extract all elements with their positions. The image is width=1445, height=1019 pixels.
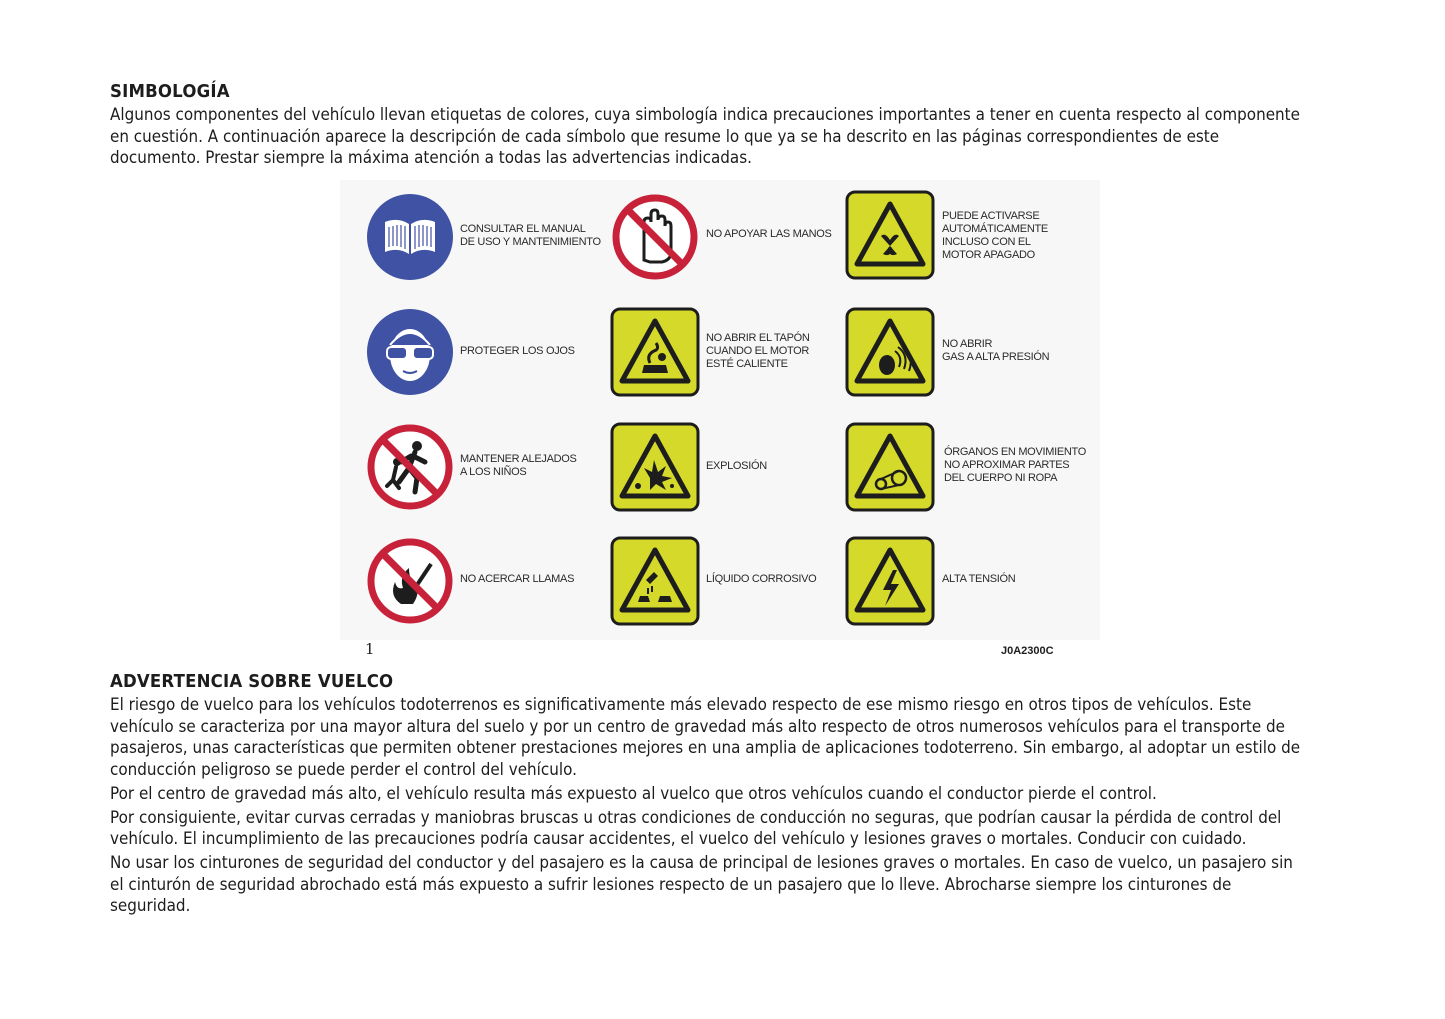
symbol-label: LÍQUIDO CORROSIVO: [706, 573, 817, 585]
no-flames-icon: [365, 536, 455, 626]
section-symbology: [110, 80, 1310, 169]
symbol-label: MANTENER ALEJADOS A LOS NIÑOS: [460, 453, 577, 478]
section-title-symbology: SIMBOLOGÍA: [110, 81, 230, 102]
no-hands-icon: [610, 192, 700, 282]
symbol-label: NO APOYAR LAS MANOS: [706, 228, 832, 240]
symbol-label: NO ABRIR GAS A ALTA PRESIÓN: [942, 338, 1050, 363]
symbol-label: ALTA TENSIÓN: [942, 573, 1016, 585]
section-title-rollover: ADVERTENCIA SOBRE VUELCO: [110, 671, 394, 692]
symbol-label: NO ABRIR EL TAPÓN CUANDO EL MOTOR ESTÉ CALIENTE: [706, 332, 810, 370]
figure-number: 1: [365, 640, 375, 658]
rollover-paragraph: Por consiguiente, evitar curvas cerradas y maniobras bruscas u otras condiciones de conducción no seguras, que podrían causar la pérdida de control del vehículo. El incumplimiento de las precauciones podría causar accidentes, el vuelco del vehículo y lesiones graves o mortales. Conducir con cuidado.: [110, 807, 1282, 849]
pressure-warning-icon: [845, 307, 935, 397]
symbol-label: CONSULTAR EL MANUAL DE USO Y MANTENIMIENTO: [460, 223, 601, 248]
rollover-paragraph: No usar los cinturones de seguridad del conductor y del pasajero es la causa de principal de lesiones graves o mortales. En caso de vuelco, un pasajero sin el cinturón de seguridad abrochado está más expuesto a sufrir lesiones respecto de un pasajero que lo lleve. Abrocharse siempre los cinturones de seguridad.: [110, 852, 1293, 916]
section-rollover-warning: [110, 670, 1415, 917]
symbology-paragraph: Algunos componentes del vehículo llevan etiquetas de colores, cuya simbología indica precauciones importantes a tener en cuenta respecto al componente en cuestión. A continuación aparece la descripción de cada símbolo que resume lo que ya se ha descrito en las páginas correspondientes de este documento. Prestar siempre la máxima atención a todas las advertencias indicadas.: [110, 105, 1300, 168]
symbol-label: EXPLOSIÓN: [706, 460, 767, 472]
figure-code: J0A2300C: [1001, 645, 1054, 657]
symbol-label: PUEDE ACTIVARSE AUTOMÁTICAMENTE INCLUSO CON EL MOTOR APAGADO: [942, 210, 1048, 261]
symbol-label: PROTEGER LOS OJOS: [460, 345, 575, 357]
high-voltage-warning-icon: [845, 536, 935, 626]
no-children-icon: [365, 422, 455, 512]
symbol-label: ÓRGANOS EN MOVIMIENTO NO APROXIMAR PARTES DEL CUERPO NI ROPA: [944, 446, 1087, 484]
fan-warning-icon: [845, 190, 935, 280]
goggles-icon: [365, 307, 455, 397]
symbol-label: NO ACERCAR LLAMAS: [460, 573, 575, 585]
hot-cap-warning-icon: [610, 307, 700, 397]
explosion-warning-icon: [610, 422, 700, 512]
book-icon: [365, 192, 455, 282]
corrosive-warning-icon: [610, 536, 700, 626]
symbols-figure: [340, 180, 1100, 640]
rollover-paragraph: Por el centro de gravedad más alto, el vehículo resulta más expuesto al vuelco que otros vehículos cuando el conductor pierde el control.: [110, 783, 1157, 803]
rollover-paragraph: El riesgo de vuelco para los vehículos todoterrenos es significativamente más elevado respecto de ese mismo riesgo en otros tipos de vehículos. Este vehículo se caracteriza por una mayor altura del suelo y por un centro de gravedad más alto respecto de otros numerosos vehículos para el transporte de pasajeros, unas características que permiten obtener prestaciones mejores en una amplia de aplicaciones todoterreno. Sin embargo, al adoptar un estilo de conducción peligroso se puede perder el control del vehículo.: [110, 695, 1301, 780]
moving-parts-warning-icon: [845, 422, 935, 512]
